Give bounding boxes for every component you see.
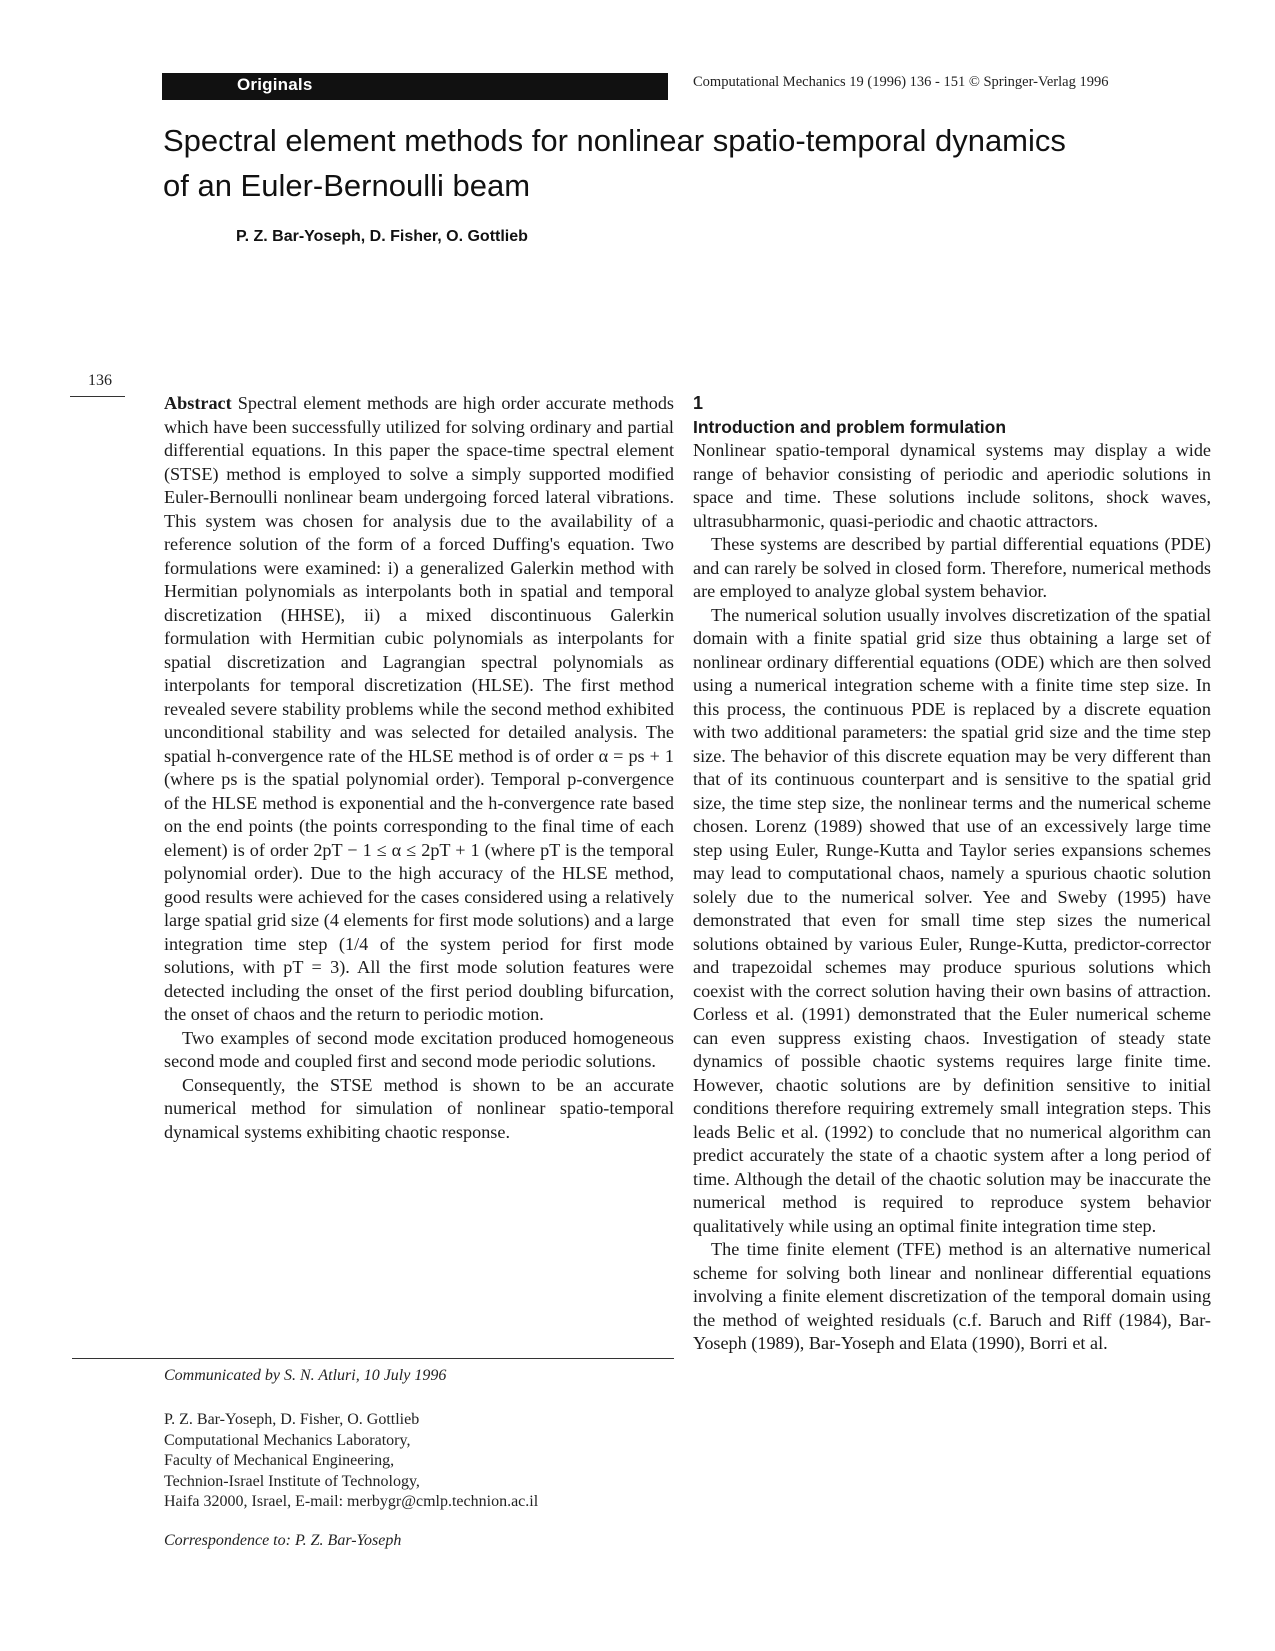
intro-paragraph: The numerical solution usually involves discretization of the spatial domain with a finite spatial grid size thus obtaining a large set of nonlinear ordinary differential equations (ODE) which are then solved using a numerical integration scheme with a finite time step size. In this process, the continuous PDE is replaced by a discrete equation with two additional parameters: the spatial grid size and the time step size. The behavior of this discrete equation may be very different than that of its continuous counterpart and is sensitive to the spatial grid size, the time step size, the nonlinear terms and the numerical scheme chosen. Lorenz (1989) showed that use of an excessively large time step using Euler, Runge-Kutta and Taylor series expansions schemes may lead to computational chaos, namely a spurious chaotic solution solely due to the numerical solver. Yee and Sweby (1995) have demonstrated that even for small time step sizes the numerical solutions obtained by various Euler, Runge-Kutta, predictor-corrector and trapezoidal schemes may produce spurious solutions which coexist with the correct solution having their own basins of attraction. Corless et al. (1991) demonstrated that the Euler numerical scheme can even suppress existing chaos. Investigation of steady state dynamics of possible chaotic systems requires large finite time. However, chaotic solutions are by definition sensitive to initial conditions therefore requiring extremely small integration steps. This leads Belic et al. (1992) to conclude that no numerical algorithm can predict accurately the state of a chaotic system after a long period of time. Although the detail of the chaotic solution may be inaccurate the numerical method is required to reproduce system behavior qualitatively while using an optimal finite integration time step. bbox=[693, 604, 1211, 1236]
section-label: Originals bbox=[237, 75, 313, 94]
author-address bbox=[164, 1410, 674, 1513]
address-line: Faculty of Mechanical Engineering, bbox=[164, 1452, 395, 1469]
abstract-text: Spectral element methods are high order accurate methods which have been successfully utilized for solving ordinary and partial differential equations. In this paper the space-time spectral element (STSE) method is employed to solve a simply supported modified Euler-Bernoulli nonlinear beam undergoing forced lateral vibrations. This system was chosen for analysis due to the availability of a reference solution of the form of a forced Duffing's equation. Two formulations were examined: i) a generalized Galerkin method with Hermitian polynomials as interpolants both in spatial and temporal discretization (HHSE), ii) a mixed discontinuous Galerkin formulation with Hermitian cubic polynomials as interpolants for spatial discretization and Lagrangian spectral polynomials as interpolants for temporal discretization (HLSE). The first method revealed severe stability problems while the second method exhibited unconditional stability and was selected for detailed analysis. The spatial h-convergence rate of the HLSE method is of order α = ps + 1 (where ps is the spatial polynomial order). Temporal p-convergence of the HLSE method is exponential and the h-convergence rate based on the end points (the points corresponding to the final time of each element) is of order 2pT − 1 ≤ α ≤ 2pT + 1 (where pT is the temporal polynomial order). Due to the high accuracy of the HLSE method, good results were achieved for the cases considered using a relatively large spatial grid size (4 elements for first mode solutions) and a large integration time step (1/4 of the system period for first mode solutions, with pT = 3). All the first mode solution features were detected including the onset of the first period doubling bifurcation, the onset of chaos and the return to periodic motion. bbox=[164, 393, 674, 1024]
address-line: P. Z. Bar-Yoseph, D. Fisher, O. Gottlieb bbox=[164, 1411, 420, 1428]
title-line: Spectral element methods for nonlinear spatio-temporal dynamics bbox=[163, 123, 1066, 158]
intro-paragraph: The time finite element (TFE) method is an alternative numerical scheme for solving both linear and nonlinear differential equations involving a finite element discretization of the temporal domain using the method of weighted residuals (c.f. Baruch and Riff (1984), Bar-Yoseph (1989), Bar-Yoseph and Elata (1990), Borri et al. bbox=[693, 1239, 1211, 1353]
journal-reference: Computational Mechanics 19 (1996) 136 - 151 © Springer-Verlag 1996 bbox=[693, 74, 1109, 90]
author-list: P. Z. Bar-Yoseph, D. Fisher, O. Gottlieb bbox=[236, 228, 528, 245]
address-line: Technion-Israel Institute of Technology, bbox=[164, 1472, 420, 1490]
page-number-rule bbox=[70, 396, 125, 397]
introduction-column bbox=[693, 392, 1211, 1356]
abstract-paragraph: Two examples of second mode excitation produced homogeneous second mode and coupled first and second mode periodic solutions. bbox=[164, 1027, 674, 1071]
title-line: of an Euler-Bernoulli beam bbox=[163, 168, 531, 203]
abstract-column bbox=[164, 392, 674, 1144]
correspondence-note: Correspondence to: P. Z. Bar-Yoseph bbox=[164, 1532, 402, 1549]
intro-paragraph: These systems are described by partial differential equations (PDE) and can rarely be solved in closed form. Therefore, numerical methods are employed to analyze global system behavior. bbox=[693, 534, 1211, 601]
section-label-bar bbox=[162, 73, 668, 100]
section-number: 1 bbox=[693, 393, 704, 413]
page-number: 136 bbox=[88, 372, 112, 389]
address-line: Haifa 32000, Israel, E-mail: merbygr@cmlp.technion.ac.il bbox=[164, 1493, 539, 1510]
address-line: Computational Mechanics Laboratory, bbox=[164, 1431, 411, 1449]
abstract-label: Abstract bbox=[164, 393, 232, 413]
abstract-paragraph: Consequently, the STSE method is shown to be an accurate numerical method for simulation of nonlinear spatio-temporal dynamical systems exhibiting chaotic response. bbox=[164, 1074, 674, 1142]
intro-paragraph: Nonlinear spatio-temporal dynamical systems may display a wide range of behavior consisting of periodic and aperiodic solutions in space and time. These solutions include solitons, shock waves, ultrasubharmonic, quasi-periodic and chaotic attractors. bbox=[693, 440, 1211, 531]
section-heading: Introduction and problem formulation bbox=[693, 416, 1007, 437]
article-title bbox=[163, 118, 1163, 208]
abstract-paragraph bbox=[164, 392, 674, 1027]
footnote-divider bbox=[72, 1358, 674, 1359]
communicated-note: Communicated by S. N. Atluri, 10 July 1996 bbox=[164, 1367, 447, 1384]
